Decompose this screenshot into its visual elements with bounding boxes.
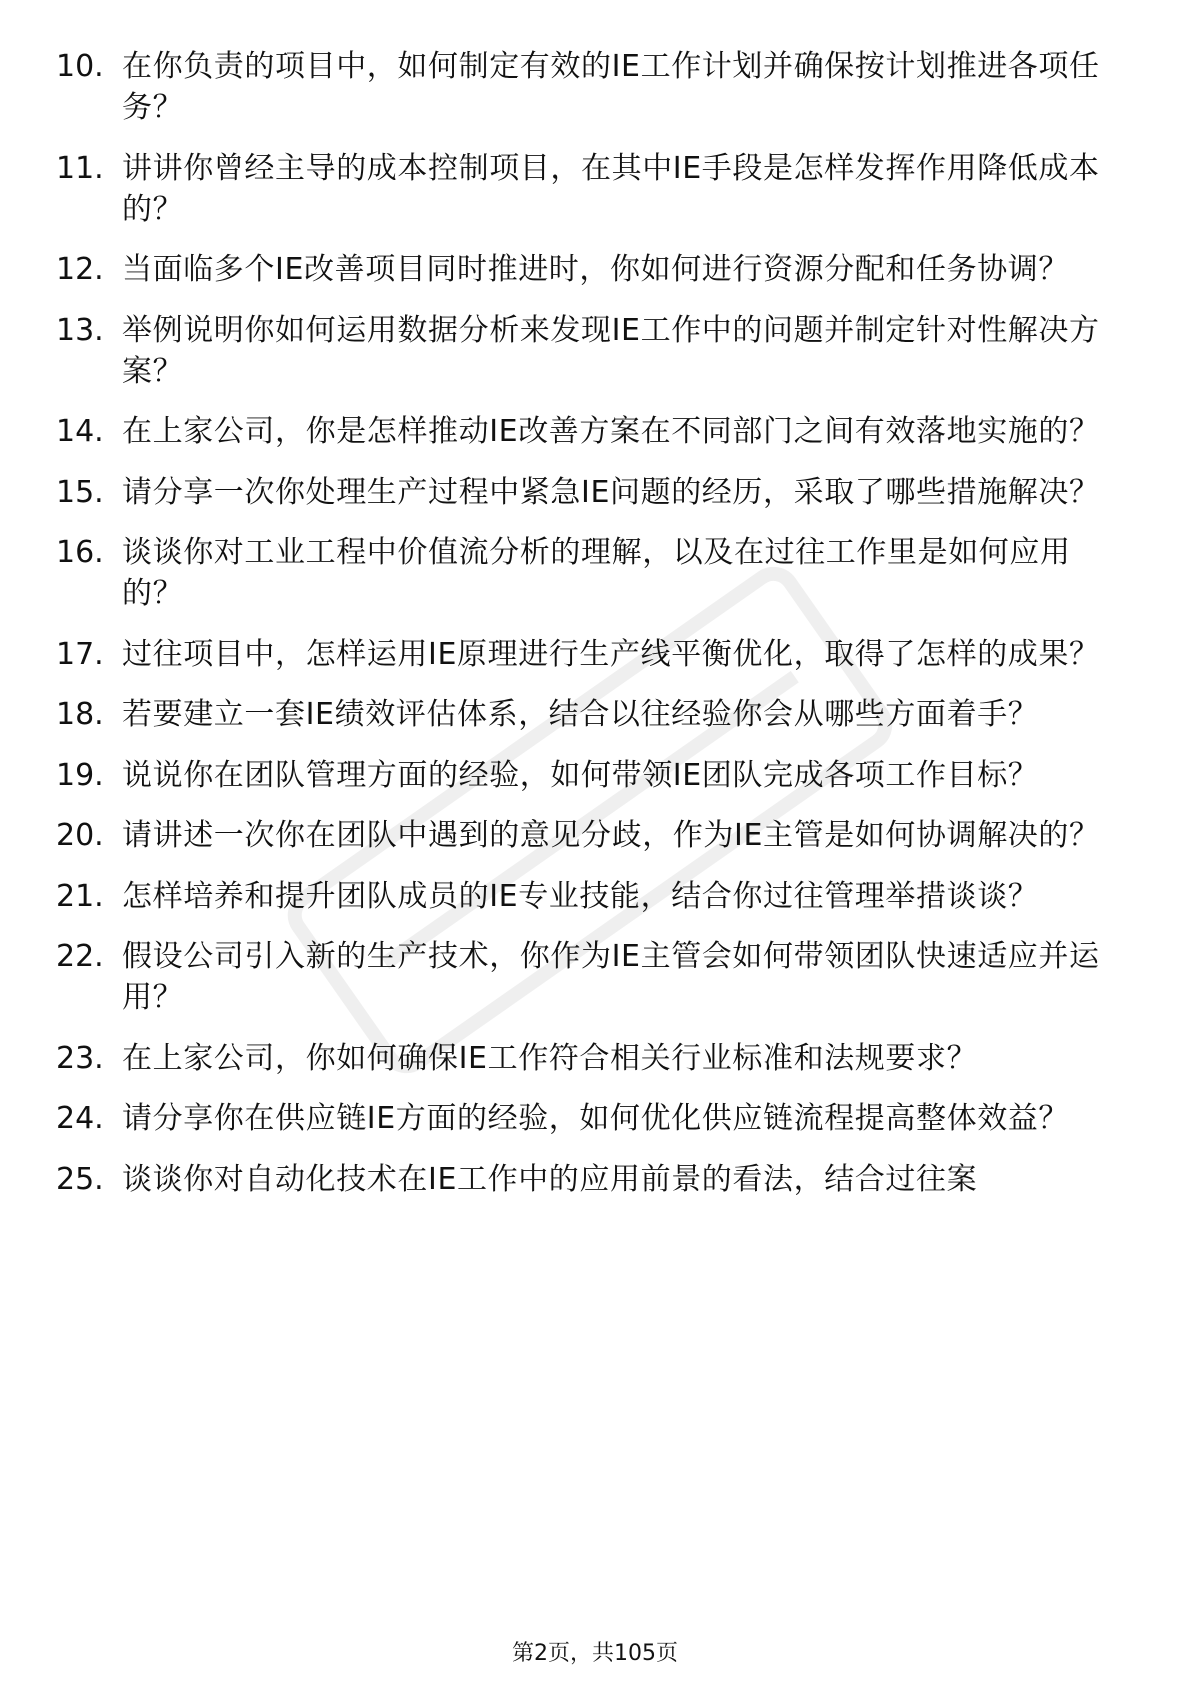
list-item <box>56 694 1126 735</box>
list-item <box>56 1159 1126 1200</box>
question-text: 怎样培养和提升团队成员的IE专业技能，结合你过往管理举措谈谈？ <box>122 878 1039 914</box>
question-number: 11. <box>56 150 104 186</box>
page-footer <box>0 1640 1190 1668</box>
question-text: 请讲述一次你在团队中遇到的意见分歧，作为IE主管是如何协调解决的？ <box>122 818 1100 853</box>
question-number: 18. <box>56 697 104 732</box>
question-number: 22. <box>56 939 104 974</box>
question-number: 10. <box>56 49 104 84</box>
list-item <box>56 1038 1126 1079</box>
list-item <box>56 310 1126 392</box>
question-number: 16. <box>56 535 104 570</box>
question-number: 24. <box>56 1101 104 1136</box>
list-item <box>56 46 1126 128</box>
question-text: 过往项目中，怎样运用IE原理进行生产线平衡优化，取得了怎样的成果？ <box>122 636 1100 672</box>
question-text: 若要建立一套IE绩效评估体系，结合以往经验你会从哪些方面着手？ <box>122 697 1039 732</box>
question-text: 请分享你在供应链IE方面的经验，如何优化供应链流程提高整体效益？ <box>122 1101 1070 1136</box>
question-number: 23. <box>56 1040 104 1076</box>
question-text: 谈谈你对自动化技术在IE工作中的应用前景的看法，结合过往案 <box>122 1161 978 1197</box>
question-text: 说说你在团队管理方面的经验，如何带领IE团队完成各项工作目标？ <box>122 757 1039 793</box>
list-item <box>56 936 1126 1018</box>
question-text: 请分享一次你处理生产过程中紧急IE问题的经历，采取了哪些措施解决？ <box>122 474 1100 510</box>
question-number: 15. <box>56 474 104 510</box>
question-number: 12. <box>56 252 104 287</box>
list-item <box>56 634 1126 675</box>
question-number: 14. <box>56 414 104 449</box>
question-text: 讲讲你曾经主导的成本控制项目，在其中IE手段是怎样发挥作用降低成本的？ <box>122 150 1100 227</box>
question-text: 在上家公司，你是怎样推动IE改善方案在不同部门之间有效落地实施的？ <box>122 414 1100 449</box>
question-text: 在上家公司，你如何确保IE工作符合相关行业标准和法规要求？ <box>122 1040 978 1076</box>
question-text: 假设公司引入新的生产技术，你作为IE主管会如何带领团队快速适应并运用？ <box>122 939 1100 1015</box>
list-item <box>56 532 1126 614</box>
question-text: 举例说明你如何运用数据分析来发现IE工作中的问题并制定针对性解决方案？ <box>122 312 1100 389</box>
list-item <box>56 755 1126 796</box>
question-number: 13. <box>56 312 104 348</box>
question-text: 当面临多个IE改善项目同时推进时，你如何进行资源分配和任务协调？ <box>122 252 1070 287</box>
question-text: 在你负责的项目中，如何制定有效的IE工作计划并确保按计划推进各项任务？ <box>122 49 1100 125</box>
question-number: 25. <box>56 1161 104 1197</box>
question-number: 19. <box>56 757 104 793</box>
list-item <box>56 1098 1126 1139</box>
list-item <box>56 249 1126 290</box>
question-text: 谈谈你对工业工程中价值流分析的理解，以及在过往工作里是如何应用的？ <box>122 535 1071 611</box>
question-number: 21. <box>56 878 104 914</box>
page-number-label: 第2页，共105页 <box>512 1641 678 1666</box>
list-item <box>56 815 1126 856</box>
question-number: 17. <box>56 636 104 672</box>
list-item <box>56 876 1126 917</box>
list-item <box>56 148 1126 230</box>
question-list <box>56 46 1126 1219</box>
list-item <box>56 472 1126 513</box>
question-number: 20. <box>56 818 104 853</box>
list-item <box>56 411 1126 452</box>
